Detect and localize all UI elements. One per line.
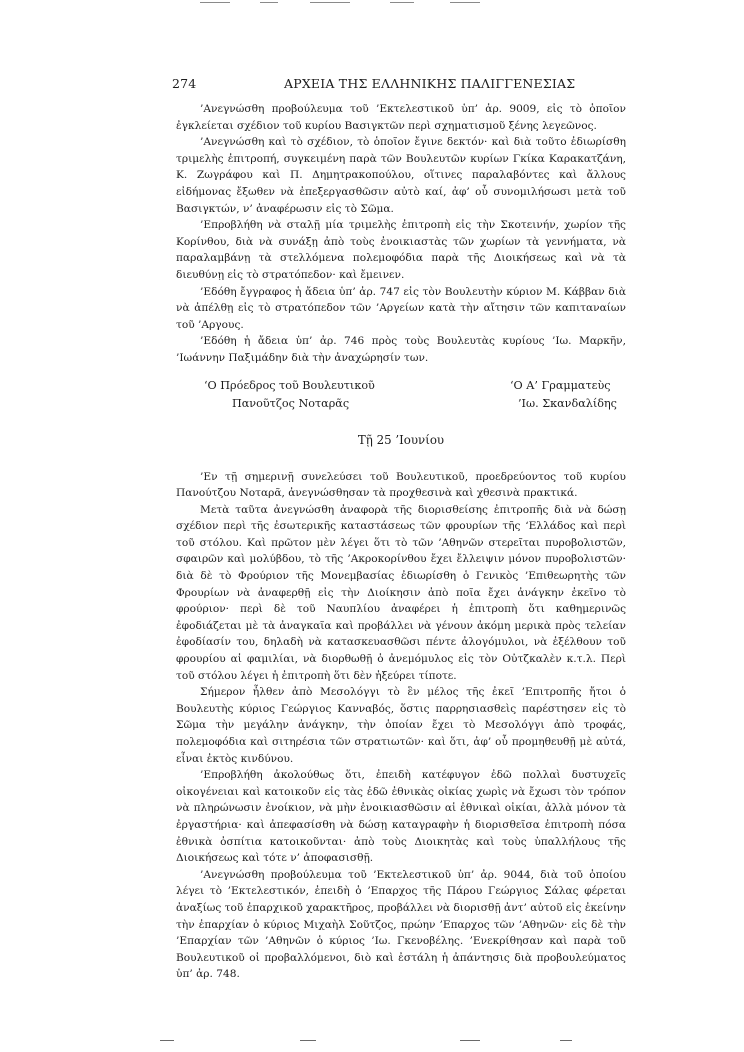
secretary-title: ‘Ο Α’ Γραμματεὺς bbox=[510, 378, 611, 392]
paragraph: ’Εν τῇ σημερινῇ συνελεύσει τοῦ Βουλευτικοῦ, προεδρεύοντος τοῦ κυρίου Πανούτζου Νοταρᾶ, ἀνεγνώσθησαν τὰ προχθεσινὰ καὶ χθεσινὰ πρακτικά. bbox=[176, 470, 626, 500]
running-header bbox=[172, 76, 622, 96]
page-number: 274 bbox=[172, 76, 197, 91]
paragraph: ’Ανεγνώσθη προβούλευμα τοῦ ’Εκτελεστικοῦ ὑπ’ ἀρ. 9044, διὰ τοῦ ὁποίου λέγει τὸ ’Εκτελεστικόν, ἐπειδὴ ὁ ’Επαρχος τῆς Πάρου Γεώργιος Σάλας φέρεται ἀναξίως τοῦ ἐπαρχικοῦ χαρακτῆρος, προβάλλει νὰ διορισθῇ ἀντ’ αὐτοῦ εἰς ἐκείνην τὴν ἐπαρχίαν ὁ κύριος Μιχαὴλ Σοῦτζος, πρώην ’Επαρχος τῶν ’Αθηνῶν· εἰς δὲ τὴν ’Επαρχίαν τῶν ’Αθηνῶν ὁ κύριος ’Ιω. Γκενοβέλης. ’Ενεκρίθησαν καὶ παρὰ τοῦ Βουλευτικοῦ οἱ προβαλλόμενοι, διὸ καὶ ἐστάλη ἡ ἀπάντησις διὰ προβουλεύματος ὑπ’ ἀρ. 748. bbox=[176, 868, 626, 981]
paragraph: Σήμερον ἦλθεν ἀπὸ Μεσολόγγι τὸ ἓν μέλος τῆς ἐκεῖ ’Επιτροπῆς ἤτοι ὁ Βουλευτὴς κύριος Γεώργιος Κανναβός, ὅστις παρρησιασθεὶς παρέστησεν εἰς τὸ Σῶμα τὴν μεγάλην ἀνάγκην, τὴν ὁποίαν ἔχει τὸ Μεσολόγγι ἀπὸ τροφάς, πολεμοφόδια καὶ σιτηρέσια τῶν στρατιωτῶν· καὶ ὅτι, ἀφ’ οὗ προμηθευθῇ μὲ αὐτά, εἶναι ἐκτὸς κινδύνου. bbox=[176, 686, 626, 765]
paragraph: Μετὰ ταῦτα ἀνεγνώσθη ἀναφορὰ τῆς διορισθείσης ἐπιτροπῆς διὰ νὰ δώσῃ σχέδιον περὶ τῆς ἐσωτερικῆς καταστάσεως τῶν φρουρίων τῆς ‘Ελλάδος καὶ περὶ τοῦ στόλου. Καὶ πρῶτον μὲν λέγει ὅτι τὸ τῶν ’Αθηνῶν στερεῖται πυροβολιστῶν, σφαιρῶν καὶ μολύβδου, τὸ τῆς ’Ακροκορίνθου ἔχει ἔλλειψιν μόνον πυροβολιστῶν· διὰ δὲ τὸ Φρούριον τῆς Μονεμβασίας ἐδιωρίσθη ὁ Γενικὸς ’Επιθεωρητὴς τῶν Φρουρίων νὰ ἀναφερθῇ εἰς τὴν Διοίκησιν ἀπὸ ποῖα ἔχει ἀνάγκην ἐκεῖνο τὸ φρούριον· περὶ δὲ τοῦ Ναυπλίου ἀναφέρει ἡ ἐπιτροπὴ ὅτι καθημερινῶς ἐφοδιάζεται μὲ τὰ ἀναγκαῖα καὶ προβάλλει νὰ γένουν ἀκόμη μερικὰ πρὸς τελείαν ἐφοδίασίν του, δηλαδὴ νὰ κατασκευασθῶσι πέντε ἀλογόμυλοι, νὰ ἐξέλθουν τοῦ φρουρίου αἱ φαμιλίαι, νὰ διορθωθῇ ὁ ἀνεμόμυλος εἰς τὸν Οὐτζκαλὲν κ.τ.λ. Περὶ τοῦ στόλου λέγει ἡ ἐπιτροπὴ ὅτι δὲν ἠξεύρει τίποτε. bbox=[176, 503, 626, 682]
scan-marks-bottom bbox=[160, 1040, 580, 1043]
running-title: ΑΡΧΕΙΑ ΤΗΣ ΕΛΛΗΝΙΚΗΣ ΠΑΛΙΓΓΕΝΕΣΙΑΣ bbox=[284, 76, 576, 91]
date-heading: Τῇ 25 ’Ιουνίου bbox=[357, 432, 445, 447]
paragraph: ’Επροβλήθη ἀκολούθως ὅτι, ἐπειδὴ κατέφυγον ἐδῶ πολλαὶ δυστυχεῖς οἰκογένειαι καὶ κατοικοῦν εἰς τὰς ἐδῶ ἐθνικὰς οἰκίας χωρὶς νὰ ἔχωσι τὸν τρόπον νὰ πληρώνωσιν ἐνοίκιον, νὰ μὴν ἐνοικιασθῶσιν αἱ ἐθνικαὶ οἰκίαι, ἀλλὰ μόνον τὰ ἐργαστήρια· καὶ ἀπεφασίσθη νὰ δώσῃ καταγραφὴν ἡ διορισθεῖσα ἐπιτροπὴ πόσα ἐθνικὰ ὀσπίτια κατοικοῦνται· ἀπὸ τοὺς Διοικητὰς καὶ τοὺς ὑπαλλήλους τῆς Διοικήσεως καὶ τότε ν’ ἀποφασισθῇ. bbox=[176, 769, 626, 865]
secretary-name: ’Ιω. Σκανδαλίδης bbox=[518, 396, 617, 410]
paragraph: ’Ανεγνώσθη καὶ τὸ σχέδιον, τὸ ὁποῖον ἔγινε δεκτόν· καὶ διὰ τοῦτο ἐδιωρίσθη τριμελὴς ἐπιτροπή, συγκειμένη παρὰ τῶν Βουλευτῶν κυρίων Γκίκα Καρακατζάνη, Κ. Ζωγράφου καὶ Π. Δημητρακοπούλου, οἵτινες παραλαβόντες καὶ ἄλλους εἰδήμονας ἔξωθεν νὰ ἐπεξεργασθῶσιν αὐτὸ καί, ἀφ’ οὗ συνομιλήσωσι μετὰ τοῦ Βασιγκτών, ν’ ἀναφέρωσιν εἰς τὸ Σῶμα. bbox=[176, 136, 626, 215]
signature-block bbox=[176, 377, 626, 413]
scan-marks-top bbox=[200, 2, 500, 4]
page-body bbox=[176, 101, 626, 983]
paragraph: ’Εδόθη ἡ ἄδεια ὑπ’ ἀρ. 746 πρὸς τοὺς Βουλευτὰς κυρίους ’Ιω. Μαρκῆν, ’Ιωάννην Παξιμάδην διὰ τὴν ἀναχώρησίν των. bbox=[176, 335, 626, 364]
paragraph: ’Επροβλήθη νὰ σταλῇ μία τριμελὴς ἐπιτροπὴ εἰς τὴν Σκοτεινήν, χωρίον τῆς Κορίνθου, διὰ νὰ συνάξῃ ἀπὸ τοὺς ἐνοικιαστὰς τῶν χωρίων τὰ γεννήματα, νὰ παραλαμβάνῃ τὰ στελλόμενα πολεμοφόδια παρὰ τῆς Διοικήσεως καὶ νὰ τὰ διευθύνῃ εἰς τὸ στρατόπεδον· καὶ ἔμεινεν. bbox=[176, 219, 626, 281]
paragraph: ’Ανεγνώσθη προβούλευμα τοῦ ’Εκτελεστικοῦ ὑπ’ ἀρ. 9009, εἰς τὸ ὁποῖον ἐγκλείεται σχέδιον τοῦ κυρίου Βασιγκτῶν περὶ σχηματισμοῦ ξένης λεγεῶνος. bbox=[176, 103, 626, 132]
president-name: Πανοῦτζος Νοταρᾶς bbox=[232, 396, 350, 410]
paragraph: ’Εδόθη ἔγγραφος ἡ ἄδεια ὑπ’ ἀρ. 747 εἰς τὸν Βουλευτὴν κύριον Μ. Κάββαν διὰ νὰ ἀπέλθῃ εἰς τὸ στρατόπεδον τῶν ’Αργείων κατὰ τὴν αἴτησιν τῶν καπιταναίων τοῦ ’Αργους. bbox=[176, 285, 626, 331]
president-title: ‘Ο Πρόεδρος τοῦ Βουλευτικοῦ bbox=[204, 378, 375, 392]
